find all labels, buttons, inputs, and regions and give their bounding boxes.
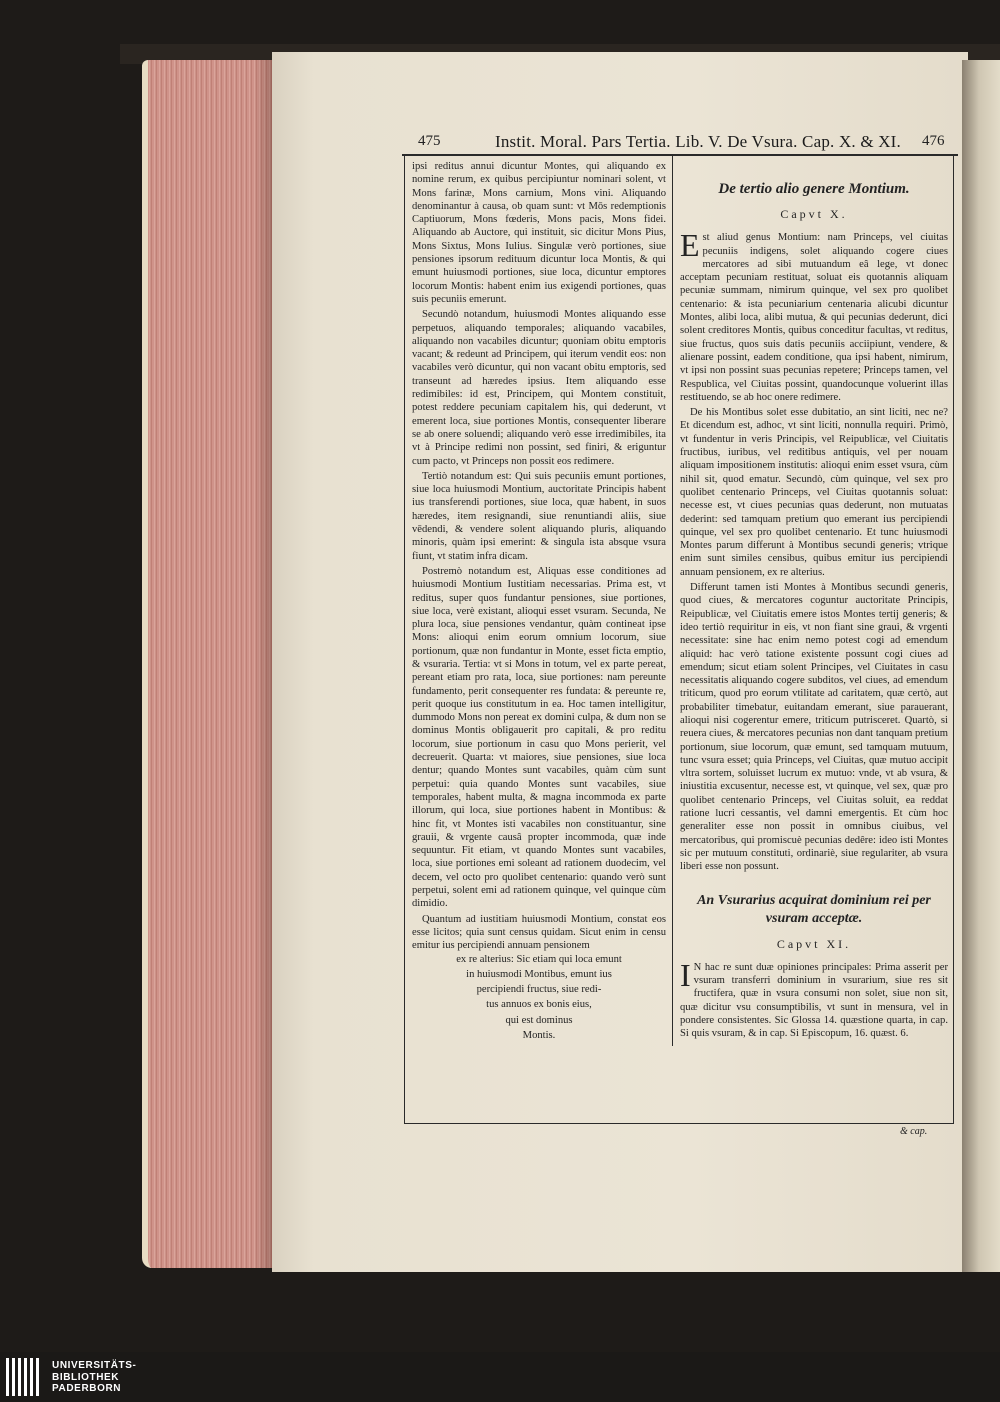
- paragraph: De his Montibus solet esse dubitatio, an sint liciti, nec ne? Et dicendum est, adhoc, vt sint liciti, nonnulla requiri. Primò, vt fundentur in veris Principis, vel Reipublicæ, vel Ciuitatis fructibus, iuribus, vel reditibus antiquis, vel per nouam aliquam impositionem institutis: alioqui enim esset vsura, cùm nihil sit, quod ematur. Secundò, cùm quinque, vel sex pro quolibet centenario Princeps, vel Ciuitas quotannis soluat: necesse est, vt ciues pecunias quas dederunt, non mutuatas dederint: sed tamquam pretium quo emerant ius percipiendi quinque, vel sex pro quolibet centenario. Et tunc huiusmodi Montes parum differunt à Montibus secundi generis; vtrique enim sunt similes censibus, quibus emitur ius percipiendi annuam pensionem, ex re alterius.: [680, 407, 948, 578]
- catchword: & cap.: [900, 1126, 928, 1137]
- drop-cap: I: [680, 956, 691, 993]
- right-column: [680, 174, 948, 1043]
- paragraph: Tertiò notandum est: Qui suis pecuniis emunt portiones, siue loca huiusmodi Montium, auctoritate Principis habent ius transferendi portiones, siue loca, quæ habent, in suos hæredes, item resignandi, siue renuntiandi aliis, siue vēdendi, & vendere solent aliquando pluris, aliquando minoris, quàm ipsi emerint: & singula ista absque vsura fiunt, vt statim infra dicam.: [412, 470, 666, 562]
- library-name: [52, 1360, 136, 1395]
- chapter-label: Capvt XI.: [776, 936, 852, 951]
- closing-line: tus annuos ex bonis eius,: [486, 999, 592, 1011]
- paragraph: Postremò notandum est, Aliquas esse conditiones ad huiusmodi Montium Iustitiam necessarias. Prima est, vt reditus, super quos fundantur pensiones, siue portiones, siue loca, verè existant, alioqui esset vsuram. Secunda, Ne plura loca, siue pensiones vendantur, quàm contineat ipse Mons: alioqui enim eorum omnium locorum, siue portionum, quæ non fundantur in Monte, esset ficta emptio, & vsuraria. Tertia: vt si Mons in totum, vel ex parte pereat, pereant etiam pro rata, loca, siue portiones: nam pereunte fundamento, perit consequenter res fundata: & pereunte re, perit quoque ius constitutum in ea. Hoc tamen intelligitur, dummodo Mons non pereat ex domini culpa, & dum non se dominus Montis obligauerit pro capitali, & pro reditu locorum, siue portionum in casu quo Mons perierit, vel decreuerit. Quarta: vt maiores, siue pensiones, siue loca dentur; quando Montes sunt vacabiles, quàm cùm sunt perpetui: quia quando Montes sunt vacabiles, siue temporales, habent multa, & magna incommoda ex parte illorum, qui loca, siue portiones habent in Montibus: & hinc fit, vt Montes isti vacabiles non constituantur, sine grauii, & vrgente causâ propter incommoda, quæ inde sequuntur. Fit etiam, vt quando Montes sunt vacabiles, loca, siue portiones emi soleant ad rationem duodecim, vel decem, vel octo pro quolibet centenario: quando verò sunt perpetui, solent emi ad rationem quinque, vel quinque cùm dimidio.: [412, 565, 666, 910]
- paragraph: Differunt tamen isti Montes à Montibus secundi generis, quod ciues, & mercatores coguntur auctoritate Principis, Reipublicæ, vel Ciuitatis emere istos Montes tertij generis; & ideo tertiò requiritur in eis, vt non fiant sine graui, & vrgenti necessitate: sine hac enim nemo potest cogi ad emendum aliquid: hac verò tatione existente possunt cogi ciues ad emendum; sicut etiam solent Principes, vel Ciuitates in casu necessitatis aliquando cogere subditos, vel ciues, ad emendum triticum, quod pro eorum vtilitate ad caritatem, quæ certò, aut probabiliter timebatur, euitandam emerant, siue parauerant, alioqui nisi cogerentur emere, triticum putrisceret. Quartò, si reuera ciues, & mercatores pecunias non dant tanquam pretium portionum, siue locorum, quæ emunt, sed tamquam mutuum, tunc vsura esset; quia Princeps, vel Ciuitas, quæ mutuo accipit vltra sortem, soluisset lucrum ex mutuo: vnde, vt ab vsura, & iniustitia excusentur, necesse est, vt quinque, vel sex, quæ pro quolibet centenario Princeps, vel Ciuitas soluit, ea reddat ratione lucri cessantis, vel damni emergentis. Et cùm hoc generaliter esse non possit in omnibus ciuibus, vel mercatoribus, qui promiscuè pecunias dedêre: ideo isti Montes sic per mutuum constituti, ordinariè, siue regulariter, ab vsura liberi esse non possunt.: [680, 582, 948, 873]
- page-number-left: 475: [418, 133, 441, 149]
- paragraph: Secundò notandum, huiusmodi Montes aliquando esse perpetuos, aliquando temporales; aliquando vacabiles, aliquando non vacabiles dicuntur; quoniam obitu emptoris vacant; & redeunt ad Principem, qui iterum vendit eos: non vacabiles verò dicuntur, qui non vacant obitu emptoris, sed transeunt ad hæredes ipsius. Item aliquando esse redimibiles: id est, Principem, qui Montem constituit, potest reddere pecuniam capitalem his, qui dederunt, vt emerent loca, siue portiones Montis, consequenter liberare se ab onere soluendi; aliquando verò esse irredimibiles, ita vt à Principe redimi non possint, sed finiri, & eriguntur cum pacto, vt Princeps non possit eos redimere.: [412, 309, 666, 467]
- library-logo-bar: [0, 1352, 1000, 1402]
- column-rule: [672, 156, 673, 1046]
- left-column: [412, 160, 666, 1044]
- logo-line: PADERBORN: [52, 1383, 122, 1394]
- paragraph: N hac re sunt duæ opiniones principales: Prima asserit per vsuram transferri dominium in vsurarium, siue res sit fructifera, quæ in vsura consumi non solet, siue non sit, quæ dicitur vsu consumptibilis, vt sunt in mensura, vel in pondere consistentes. Sic Glossa 14. quæstione quarta, in cap. Si quis vsuram, & in cap. Si Episcopum, 16. quæst. 6.: [680, 961, 948, 1040]
- logo-line: UNIVERSITÄTS-: [52, 1360, 137, 1371]
- frame-right: [953, 156, 954, 1124]
- closing-line: percipiendi fructus, siue redi-: [476, 984, 602, 996]
- closing-line: Montis.: [522, 1030, 556, 1041]
- frame-left: [404, 156, 405, 1124]
- paragraph: ipsi reditus annui dicuntur Montes, qui aliquando ex nomine rerum, ex quibus percipiuntur nominari solent, vt Mons farinæ, Mons carnium, Mons vini. Aliquando denominantur à causa, ob quam sunt: vt Mōs redemptionis Captiuorum, Mons fœderis, Mons pacis, Mons fidei. Aliquando ab Auctore, qui instituit, sic dicitur Mons Pius, Mons Sixtus, Mons Iulius. Singulæ verò portiones, siue pensiones ipsorum redituum dicuntur loca Montis, & qui emunt huiusmodi portiones, siue loca, dicuntur emptores locorum Montis: habent enim ius exigendi portiones, quas suis pecuniis emerunt.: [412, 161, 666, 305]
- page-number-right: 476: [922, 133, 945, 149]
- paragraph: Quantum ad iustitiam huiusmodi Montium, constat eos esse licitos; quia sunt census quidam. Sicut enim in censu emitur ius percipiendi annuam pensionem: [412, 913, 666, 952]
- header-rule: [402, 154, 958, 156]
- closing-line: qui est dominus: [505, 1014, 573, 1026]
- next-page-margin: [962, 60, 1000, 1272]
- closing-line: in huiusmodi Montibus, emunt ius: [466, 968, 612, 980]
- logo-line: BIBLIOTHEK: [52, 1371, 120, 1383]
- paragraph: st aliud genus Montium: nam Princeps, vel ciuitas pecuniis indigens, solet aliquando cogere ciues mercatores ad sibi mutuandum eâ lege, vt donec acceptam pecuniam restituat, soluat eis quotannis aliquam pecuniæ summam, nimirum quinque, vel sex pro quolibet centenario: & ista pecuniarium centenaria alicubi dicuntur Montes, alibi loca, alibi mutua, & qui pecunias dederunt, dici solent creditores Montis, quibus conceditur facultas, vt reditus, siue fructus, quos suis datis pecuniis acciipiunt, vendere, & alienare possint, eadem conditione, qua ipsi habent, nimirum, vt ipsi non possint suas pecunias repetere; Princeps tamen, vel Respublica, vel Ciuitas possint, quandocunque voluerint illas restituendo, se ab hoc onere redimere.: [680, 232, 948, 403]
- library-logo-icon: [6, 1358, 44, 1396]
- section-heading: De tertio alio genere Montium.: [718, 181, 910, 197]
- closing-line: ex re alterius: Sic etiam qui loca emunt: [456, 953, 622, 965]
- frame-bottom: [404, 1123, 954, 1124]
- chapter-label: Capvt X.: [780, 207, 848, 221]
- section-heading: An Vsurarius acquirat dominium rei per vsuram acceptæ.: [697, 892, 931, 926]
- drop-cap: E: [680, 227, 700, 264]
- running-title: Instit. Moral. Pars Tertia. Lib. V. De Vsura. Cap. X. & XI.: [495, 132, 901, 151]
